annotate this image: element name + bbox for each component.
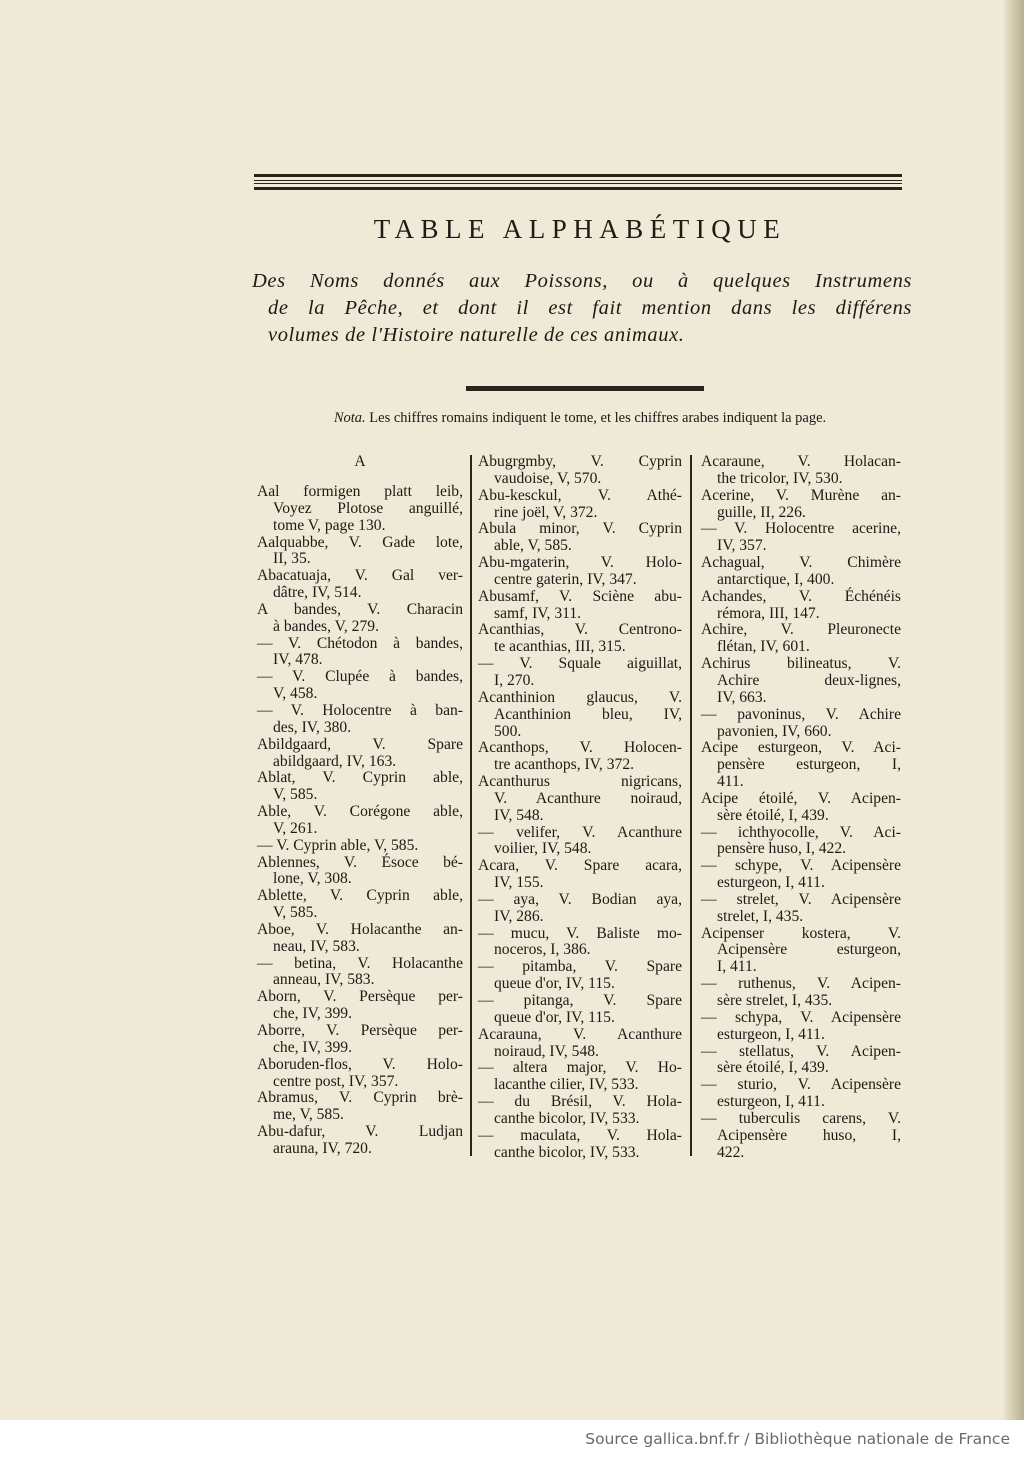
index-entry	[478, 959, 682, 993]
index-entry-line: Aboruden-flos, V. Holo-	[257, 1055, 463, 1073]
index-entry	[257, 703, 463, 737]
index-entry	[701, 589, 901, 623]
index-entry-line: IV, 478.	[273, 651, 323, 669]
column-separator	[690, 455, 692, 1156]
index-entry	[701, 892, 901, 926]
index-entry-line: che, IV, 399.	[273, 1005, 352, 1023]
index-entry	[478, 589, 682, 623]
index-entry-line: esturgeon, I, 411.	[717, 874, 825, 892]
index-entry	[701, 926, 901, 977]
index-entry-line: Abramus, V. Cyprin brè-	[257, 1089, 463, 1107]
index-entry	[701, 740, 901, 791]
nota-label: Nota.	[333, 410, 366, 426]
index-entry-line: Abu-mgaterin, V. Holo-	[478, 554, 682, 572]
nota-note	[250, 410, 910, 427]
index-entry-line: — altera major, V. Ho-	[478, 1059, 682, 1077]
section-letter: A	[354, 453, 366, 470]
index-entry-line: Acaraune, V. Holacan-	[701, 453, 901, 470]
index-entry-line: — V. Squale aiguillat,	[478, 655, 682, 673]
index-entry-line: sère étoilé, I, 439.	[717, 806, 829, 824]
index-entry-line: V, 585.	[273, 786, 318, 804]
index-entry-line: able, V, 585.	[494, 537, 572, 555]
index-entry	[257, 1057, 463, 1091]
index-entry	[257, 989, 463, 1023]
index-entry-line: che, IV, 399.	[273, 1038, 352, 1056]
index-entry-line: noiraud, IV, 548.	[494, 1042, 599, 1060]
index-entry	[478, 1027, 682, 1061]
index-entry	[257, 1090, 463, 1124]
index-entry-line: centre post, IV, 357.	[273, 1072, 399, 1090]
index-entry-line: IV, 286.	[494, 907, 544, 925]
index-entry	[257, 922, 463, 956]
index-entry-line: — sturio, V. Acipensère	[701, 1076, 901, 1094]
index-entry-line: IV, 357.	[717, 537, 767, 555]
index-entry-line: strelet, I, 435.	[717, 907, 804, 925]
index-entry-line: des, IV, 380.	[273, 718, 352, 736]
subtitle-line: de la Pêche, et dont il est fait mention dans les différens	[268, 297, 912, 319]
index-entry-line: — schypa, V. Acipensère	[701, 1008, 901, 1026]
index-entry-line: Ablette, V. Cyprin able,	[257, 887, 463, 905]
index-entry-line: 422.	[717, 1143, 745, 1161]
index-entry-line: pavonien, IV, 660.	[717, 722, 832, 740]
index-entry-line: the tricolor, IV, 530.	[717, 469, 843, 487]
index-entry-line: pensère huso, I, 422.	[717, 840, 847, 858]
index-entry	[478, 993, 682, 1027]
subtitle-line: volumes de l'Histoire naturelle de ces animaux.	[268, 324, 685, 346]
index-entry-line: Acipenser kostera, V.	[701, 924, 901, 942]
index-entry-line: canthe bicolor, IV, 533.	[494, 1143, 640, 1161]
index-entry	[701, 521, 901, 555]
index-entry	[701, 976, 901, 1010]
index-entry-line: A bandes, V. Characin	[257, 600, 463, 618]
index-entry-line: Acipensère esturgeon,	[717, 941, 901, 959]
index-entry-line: — betina, V. Holacanthe	[257, 954, 463, 972]
index-entry	[257, 602, 463, 636]
index-entry-line: Achirus bilineatus, V.	[701, 655, 901, 673]
index-entry-line: — stellatus, V. Acipen-	[701, 1042, 901, 1060]
index-entry-line: — schype, V. Acipensère	[701, 857, 901, 875]
index-entry	[257, 636, 463, 670]
index-entry-line: — V. Clupée à bandes,	[257, 668, 463, 686]
index-column-2	[478, 454, 682, 1161]
index-entry-line: II, 35.	[273, 550, 311, 568]
index-entry-line: tome V, page 130.	[273, 516, 386, 534]
index-entry	[257, 669, 463, 703]
index-entry	[257, 855, 463, 889]
index-entry-line: te acanthias, III, 315.	[494, 638, 626, 656]
index-entry	[701, 1111, 901, 1162]
index-entry-line: — maculata, V. Hola-	[478, 1126, 682, 1144]
index-entry-line: guille, II, 226.	[717, 503, 806, 521]
index-entry-line: sère étoilé, I, 439.	[717, 1059, 829, 1077]
index-entry	[257, 535, 463, 569]
index-entry-line: Abu-dafur, V. Ludjan	[257, 1123, 463, 1141]
index-entry	[478, 622, 682, 656]
index-entry	[478, 555, 682, 589]
index-entry-line: — mucu, V. Baliste mo-	[478, 924, 682, 942]
source-credit: Source gallica.bnf.fr / Bibliothèque nationale de France	[585, 1430, 1010, 1448]
index-entry-line: V, 458.	[273, 685, 318, 703]
index-entry-line: V, 261.	[273, 819, 318, 837]
index-entry	[257, 770, 463, 804]
page-edge-shadow	[1004, 0, 1024, 1420]
index-entry	[257, 737, 463, 771]
index-entry-line: lone, V, 308.	[273, 870, 352, 888]
index-entry-line: arauna, IV, 720.	[273, 1139, 372, 1157]
nota-text: Les chiffres romains indiquent le tome, et les chiffres arabes indiquent la page.	[369, 410, 827, 426]
index-entry-line: — V. Cyprin able, V, 585.	[257, 836, 419, 854]
index-entry	[478, 892, 682, 926]
index-entry-line: IV, 548.	[494, 806, 544, 824]
index-entry-line: Achandes, V. Échénéis	[701, 587, 901, 605]
index-entry-line: Abugrgmby, V. Cyprin	[478, 453, 682, 470]
index-entry-line: Achire deux-lignes,	[717, 671, 901, 689]
index-entry-line: Aalquabbe, V. Gade lote,	[257, 533, 463, 551]
index-entry	[478, 825, 682, 859]
index-entry-line: Acerine, V. Murène an-	[701, 486, 901, 504]
index-entry	[478, 1060, 682, 1094]
index-entry-line: Achagual, V. Chimère	[701, 554, 901, 572]
index-entry-line: Able, V. Corégone able,	[257, 803, 463, 821]
index-entry-line: — V. Holocentre acerine,	[701, 520, 901, 538]
index-entry-line: — ruthenus, V. Acipen-	[701, 975, 901, 993]
index-entry-line: IV, 663.	[717, 688, 767, 706]
index-entry-line: centre gaterin, IV, 347.	[494, 570, 637, 588]
index-entry-line: V. Acanthure noiraud,	[494, 789, 682, 807]
index-entry-line: — strelet, V. Acipensère	[701, 890, 901, 908]
index-entry-line: Abildgaard, V. Spare	[257, 735, 463, 753]
index-entry-line: I, 270.	[494, 671, 535, 689]
index-entry	[257, 888, 463, 922]
index-entry	[478, 656, 682, 690]
divider-rule	[466, 386, 704, 391]
index-entry	[701, 555, 901, 589]
index-entry	[701, 791, 901, 825]
index-entry-line: Ablat, V. Cyprin able,	[257, 769, 463, 787]
index-entry-line: — V. Holocentre à ban-	[257, 701, 463, 719]
index-entry	[478, 926, 682, 960]
index-column-1	[257, 454, 463, 1158]
index-entry-line: flétan, IV, 601.	[717, 638, 810, 656]
index-entry-line: rine joël, V, 372.	[494, 503, 598, 521]
index-entry-line: Acipensère huso, I,	[717, 1126, 901, 1144]
index-entry	[257, 956, 463, 990]
index-entry-line: — tuberculis carens, V.	[701, 1109, 901, 1127]
index-entry-line: 411.	[717, 773, 744, 791]
index-entry	[478, 740, 682, 774]
index-column-3	[701, 454, 901, 1161]
index-entry-line: vaudoise, V, 570.	[494, 469, 602, 487]
index-entry-line: noceros, I, 386.	[494, 941, 591, 959]
index-entry	[701, 1077, 901, 1111]
index-entry-line: abildgaard, IV, 163.	[273, 752, 397, 770]
index-entry-line: Ablennes, V. Ésoce bé-	[257, 853, 463, 871]
index-entry-line: IV, 155.	[494, 874, 544, 892]
index-entry	[478, 1094, 682, 1128]
index-entry-line: V, 585.	[273, 904, 318, 922]
header-rules	[254, 174, 902, 192]
index-entry-line: — velifer, V. Acanthure	[478, 823, 682, 841]
index-entry-line: esturgeon, I, 411.	[717, 1025, 825, 1043]
index-entry-line: Acanthinion glaucus, V.	[478, 688, 682, 706]
index-entry	[701, 1044, 901, 1078]
index-entry-line: Aboe, V. Holacanthe an-	[257, 920, 463, 938]
index-entry-line: Abusamf, V. Sciène abu-	[478, 587, 682, 605]
index-entry-line: canthe bicolor, IV, 533.	[494, 1109, 640, 1127]
index-entry-line: voilier, IV, 548.	[494, 840, 592, 858]
index-entry-line: dâtre, IV, 514.	[273, 584, 362, 602]
index-entry-line: — aya, V. Bodian aya,	[478, 890, 682, 908]
index-entry	[701, 622, 901, 656]
index-entry-line: Acipe esturgeon, V. Aci-	[701, 739, 901, 757]
index-entry-line: — du Brésil, V. Hola-	[478, 1093, 682, 1111]
index-entry-line: — ichthyocolle, V. Aci-	[701, 823, 901, 841]
index-entry-line: Acarauna, V. Acanthure	[478, 1025, 682, 1043]
index-entry	[478, 690, 682, 741]
index-entry	[701, 1010, 901, 1044]
index-entry-line: à bandes, V, 279.	[273, 617, 379, 635]
index-entry	[478, 454, 682, 488]
index-entry-line: queue d'or, IV, 115.	[494, 1008, 615, 1026]
index-entry-line: sère strelet, I, 435.	[717, 992, 833, 1009]
index-entry-line: Aborre, V. Persèque per-	[257, 1022, 463, 1039]
index-entry-line: rémora, III, 147.	[717, 604, 820, 622]
index-entry-line: Aborn, V. Persèque per-	[257, 988, 463, 1006]
index-entry	[478, 1128, 682, 1162]
index-entry-line: me, V, 585.	[273, 1106, 344, 1124]
index-entry	[478, 521, 682, 555]
index-entry-line: — pitanga, V. Spare	[478, 992, 682, 1009]
index-entry-line: 500.	[494, 722, 522, 740]
index-entry	[478, 774, 682, 825]
index-entry	[701, 656, 901, 707]
column-separator	[470, 455, 472, 1156]
index-entry-line: Voyez Plotose anguillé,	[273, 499, 463, 517]
index-entry-line: Abula minor, V. Cyprin	[478, 520, 682, 538]
index-entry	[257, 484, 463, 535]
index-entry-line: pensère esturgeon, I,	[717, 756, 901, 774]
index-entry-line: — V. Chétodon à bandes,	[257, 634, 463, 652]
subtitle-line: Des Noms donnés aux Poissons, ou à quelques Instrumens	[252, 270, 912, 292]
index-entry-line: Acipe étoilé, V. Acipen-	[701, 789, 901, 807]
index-entry-line: queue d'or, IV, 115.	[494, 975, 615, 993]
index-entry-line: — pavoninus, V. Achire	[701, 705, 901, 723]
index-entry	[701, 858, 901, 892]
index-entry-line: lacanthe cilier, IV, 533.	[494, 1076, 639, 1094]
index-entry-line: esturgeon, I, 411.	[717, 1093, 825, 1111]
index-entry-line: Achire, V. Pleuronecte	[701, 621, 901, 639]
index-entry-line: Abu-kesckul, V. Athé-	[478, 486, 682, 504]
index-entry	[701, 825, 901, 859]
index-entry-line: antarctique, I, 400.	[717, 570, 835, 588]
index-entry-line: — pitamba, V. Spare	[478, 958, 682, 976]
index-entry	[257, 804, 463, 838]
index-entry	[701, 454, 901, 488]
index-entry-line: Acara, V. Spare acara,	[478, 857, 682, 875]
index-entry-line: samf, IV, 311.	[494, 604, 582, 622]
index-entry	[478, 858, 682, 892]
index-entry-line: Aal formigen platt leib,	[257, 483, 463, 500]
index-entry-line: Abacatuaja, V. Gal ver-	[257, 567, 463, 585]
index-entry	[701, 488, 901, 522]
index-entry-line: neau, IV, 583.	[273, 937, 360, 955]
index-entry	[257, 1023, 463, 1057]
index-entry-line: Acanthias, V. Centrono-	[478, 621, 682, 639]
index-entry-line: anneau, IV, 583.	[273, 971, 375, 989]
page-subtitle	[252, 268, 912, 349]
index-entry-line: I, 411.	[717, 958, 757, 976]
index-entry	[257, 568, 463, 602]
index-entry	[257, 838, 463, 855]
index-entry-line: Acanthops, V. Holocen-	[478, 739, 682, 757]
index-entry-line: Acanthurus nigricans,	[478, 773, 682, 791]
index-entry	[257, 1124, 463, 1158]
page-title: TABLE ALPHABÉTIQUE	[373, 214, 787, 244]
index-entry-line: Acanthinion bleu, IV,	[494, 705, 682, 723]
index-entry	[478, 488, 682, 522]
index-entry-line: tre acanthops, IV, 372.	[494, 756, 635, 774]
index-entry	[701, 707, 901, 741]
